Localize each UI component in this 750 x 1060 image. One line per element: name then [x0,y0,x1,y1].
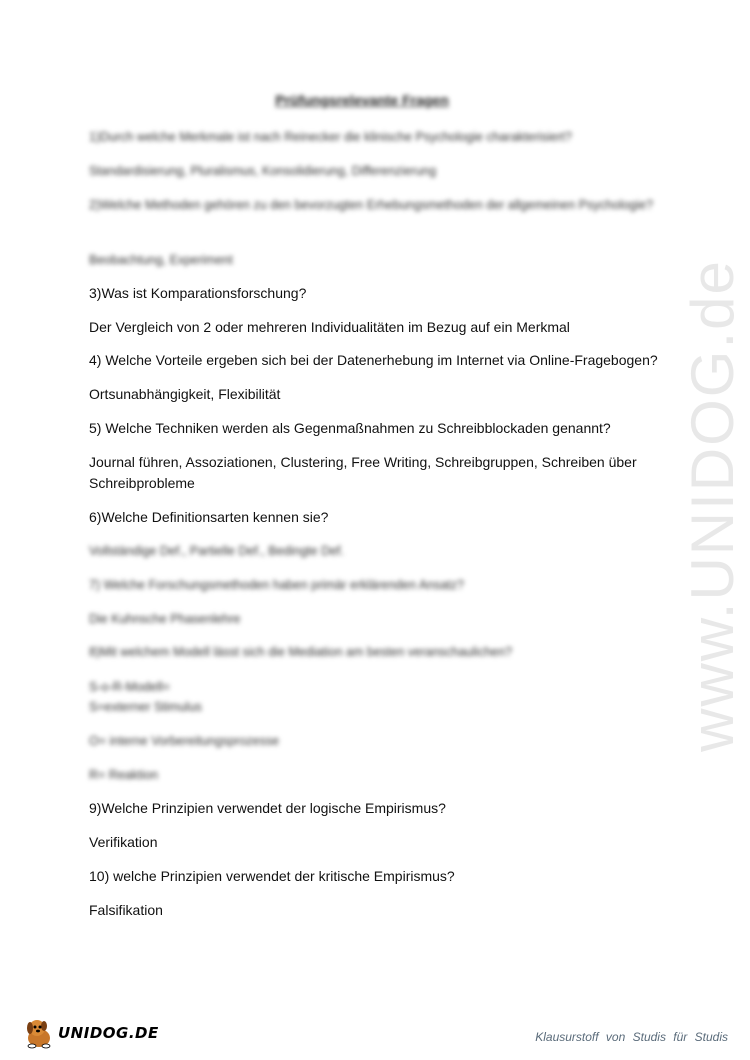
answer-8-line-4: R= Reaktion [89,768,159,782]
answer-10: Falsifikation [89,902,163,918]
answer-8-line-2: S=externer Stimulus [89,700,202,714]
answer-8-line-3: O= interne Vorbereitungsprozesse [89,734,280,748]
answer-8-line-1: S-o-R-Modell= [89,680,170,694]
answer-1: Standardisierung, Pluralismus, Konsolidierung, Differenzierung [89,164,437,178]
answer-3: Der Vergleich von 2 oder mehreren Individualitäten im Bezug auf ein Merkmal [89,319,570,335]
answer-4: Ortsunabhängigkeit, Flexibilität [89,386,281,402]
watermark [612,258,750,752]
footer-slogan: Klausurstoff von Studis für Studis [535,1030,728,1044]
question-5: 5) Welche Techniken werden als Gegenmaßnahmen zu Schreibblockaden genannt? [89,420,611,436]
answer-6: Vollständige Def., Partielle Def., Bedingte Def. [89,544,345,558]
answer-2: Beobachtung, Experiment [89,253,233,267]
question-3: 3)Was ist Komparationsforschung? [89,285,307,301]
answer-5: Journal führen, Assoziationen, Clustering, Free Writing, Schreibgruppen, Schreiben über Schreibprobleme [89,454,637,491]
answer-7: Die Kuhnsche Phasenlehre [89,612,241,626]
answer-9: Verifikation [89,834,158,850]
question-9: 9)Welche Prinzipien verwendet der logische Empirismus? [89,800,446,816]
question-10: 10) welche Prinzipien verwendet der kritische Empirismus? [89,868,455,884]
question-2: 2)Welche Methoden gehören zu den bevorzugten Erhebungsmethoden der allgemeinen Psychologie? [89,198,654,212]
unidog-logo [22,1013,159,1053]
document-title: Prüfungsrelevante Fragen [275,92,449,108]
logo-text: UNIDOG.DE [58,1024,159,1042]
question-7: 7) Welche Forschungsmethoden haben primär erklärenden Ansatz? [89,578,464,592]
question-8: 8)Mit welchem Modell lässt sich die Mediation am besten veranschaulichen? [89,645,513,659]
dog-mascot-icon [22,1016,56,1050]
question-1: 1)Durch welche Merkmale ist nach Reinecker die klinische Psychologie charakterisiert? [89,130,572,144]
question-4: 4) Welche Vorteile ergeben sich bei der Datenerhebung im Internet via Online-Fragebogen? [89,352,658,368]
question-6: 6)Welche Definitionsarten kennen sie? [89,509,329,525]
watermark-text: www.UNIDOG.de [678,258,746,752]
